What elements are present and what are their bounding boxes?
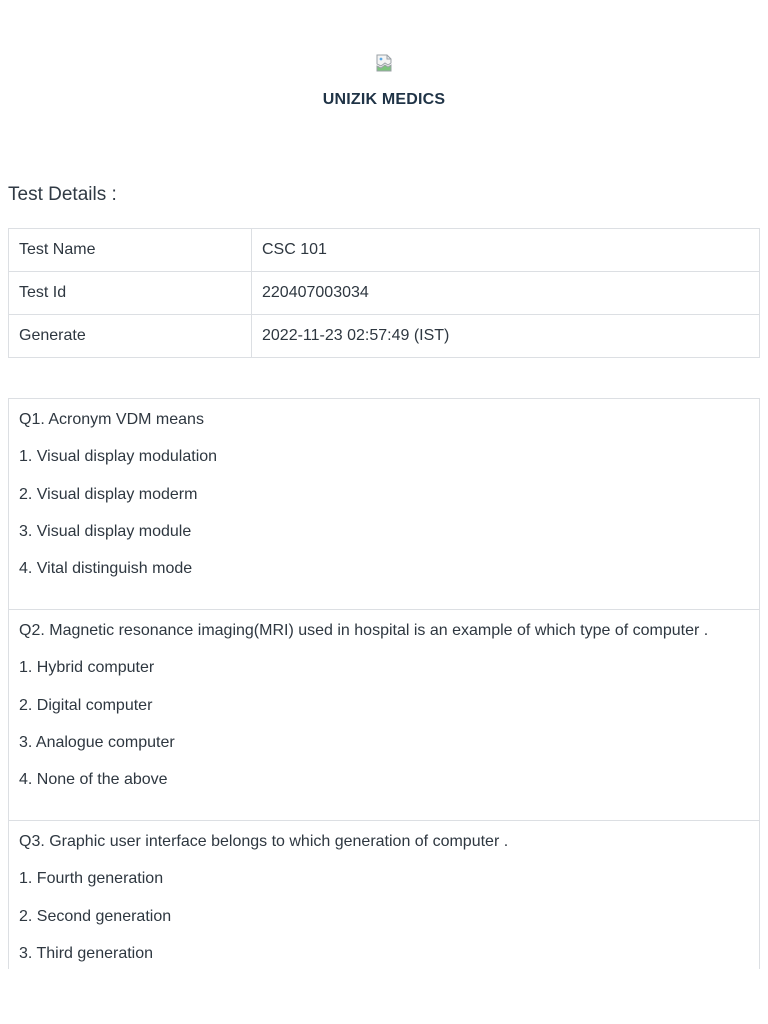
page-header [0,54,768,109]
table-row [9,229,760,272]
option-item: 3. Visual display module [19,522,192,540]
detail-value: 220407003034 [252,272,760,315]
question-block [9,612,759,821]
option-item: 2. Visual display moderm [19,485,198,503]
detail-label: Generate [9,315,252,358]
brand-title: UNIZIK MEDICS [322,91,446,108]
question-text: Q2. Magnetic resonance imaging(MRI) used in hospital is an example of which type of computer . [19,622,709,639]
question-text: Q3. Graphic user interface belongs to which generation of computer . [19,833,509,850]
option-item: 1. Hybrid computer [19,659,155,677]
option-item: 3. Third generation [19,944,154,962]
option-item: 3. Analogue computer [19,733,175,751]
test-details-heading: Test Details : [8,184,117,205]
test-details-table [8,228,760,358]
question-block [9,401,759,610]
question-text: Q1. Acronym VDM means [19,411,204,428]
table-row [9,315,760,358]
broken-image-icon [375,54,393,72]
question-block [9,823,759,969]
option-item: 4. None of the above [19,771,168,789]
questions-list [8,398,760,969]
option-item: 1. Visual display modulation [19,448,218,466]
table-row [9,272,760,315]
detail-label: Test Name [9,229,252,272]
option-item: 4. Vital distinguish mode [19,560,193,578]
detail-label: Test Id [9,272,252,315]
option-item: 2. Digital computer [19,696,153,714]
option-item: 2. Second generation [19,907,172,925]
detail-value: 2022-11-23 02:57:49 (IST) [252,315,760,358]
detail-value: CSC 101 [252,229,760,272]
option-item: 1. Fourth generation [19,870,164,888]
